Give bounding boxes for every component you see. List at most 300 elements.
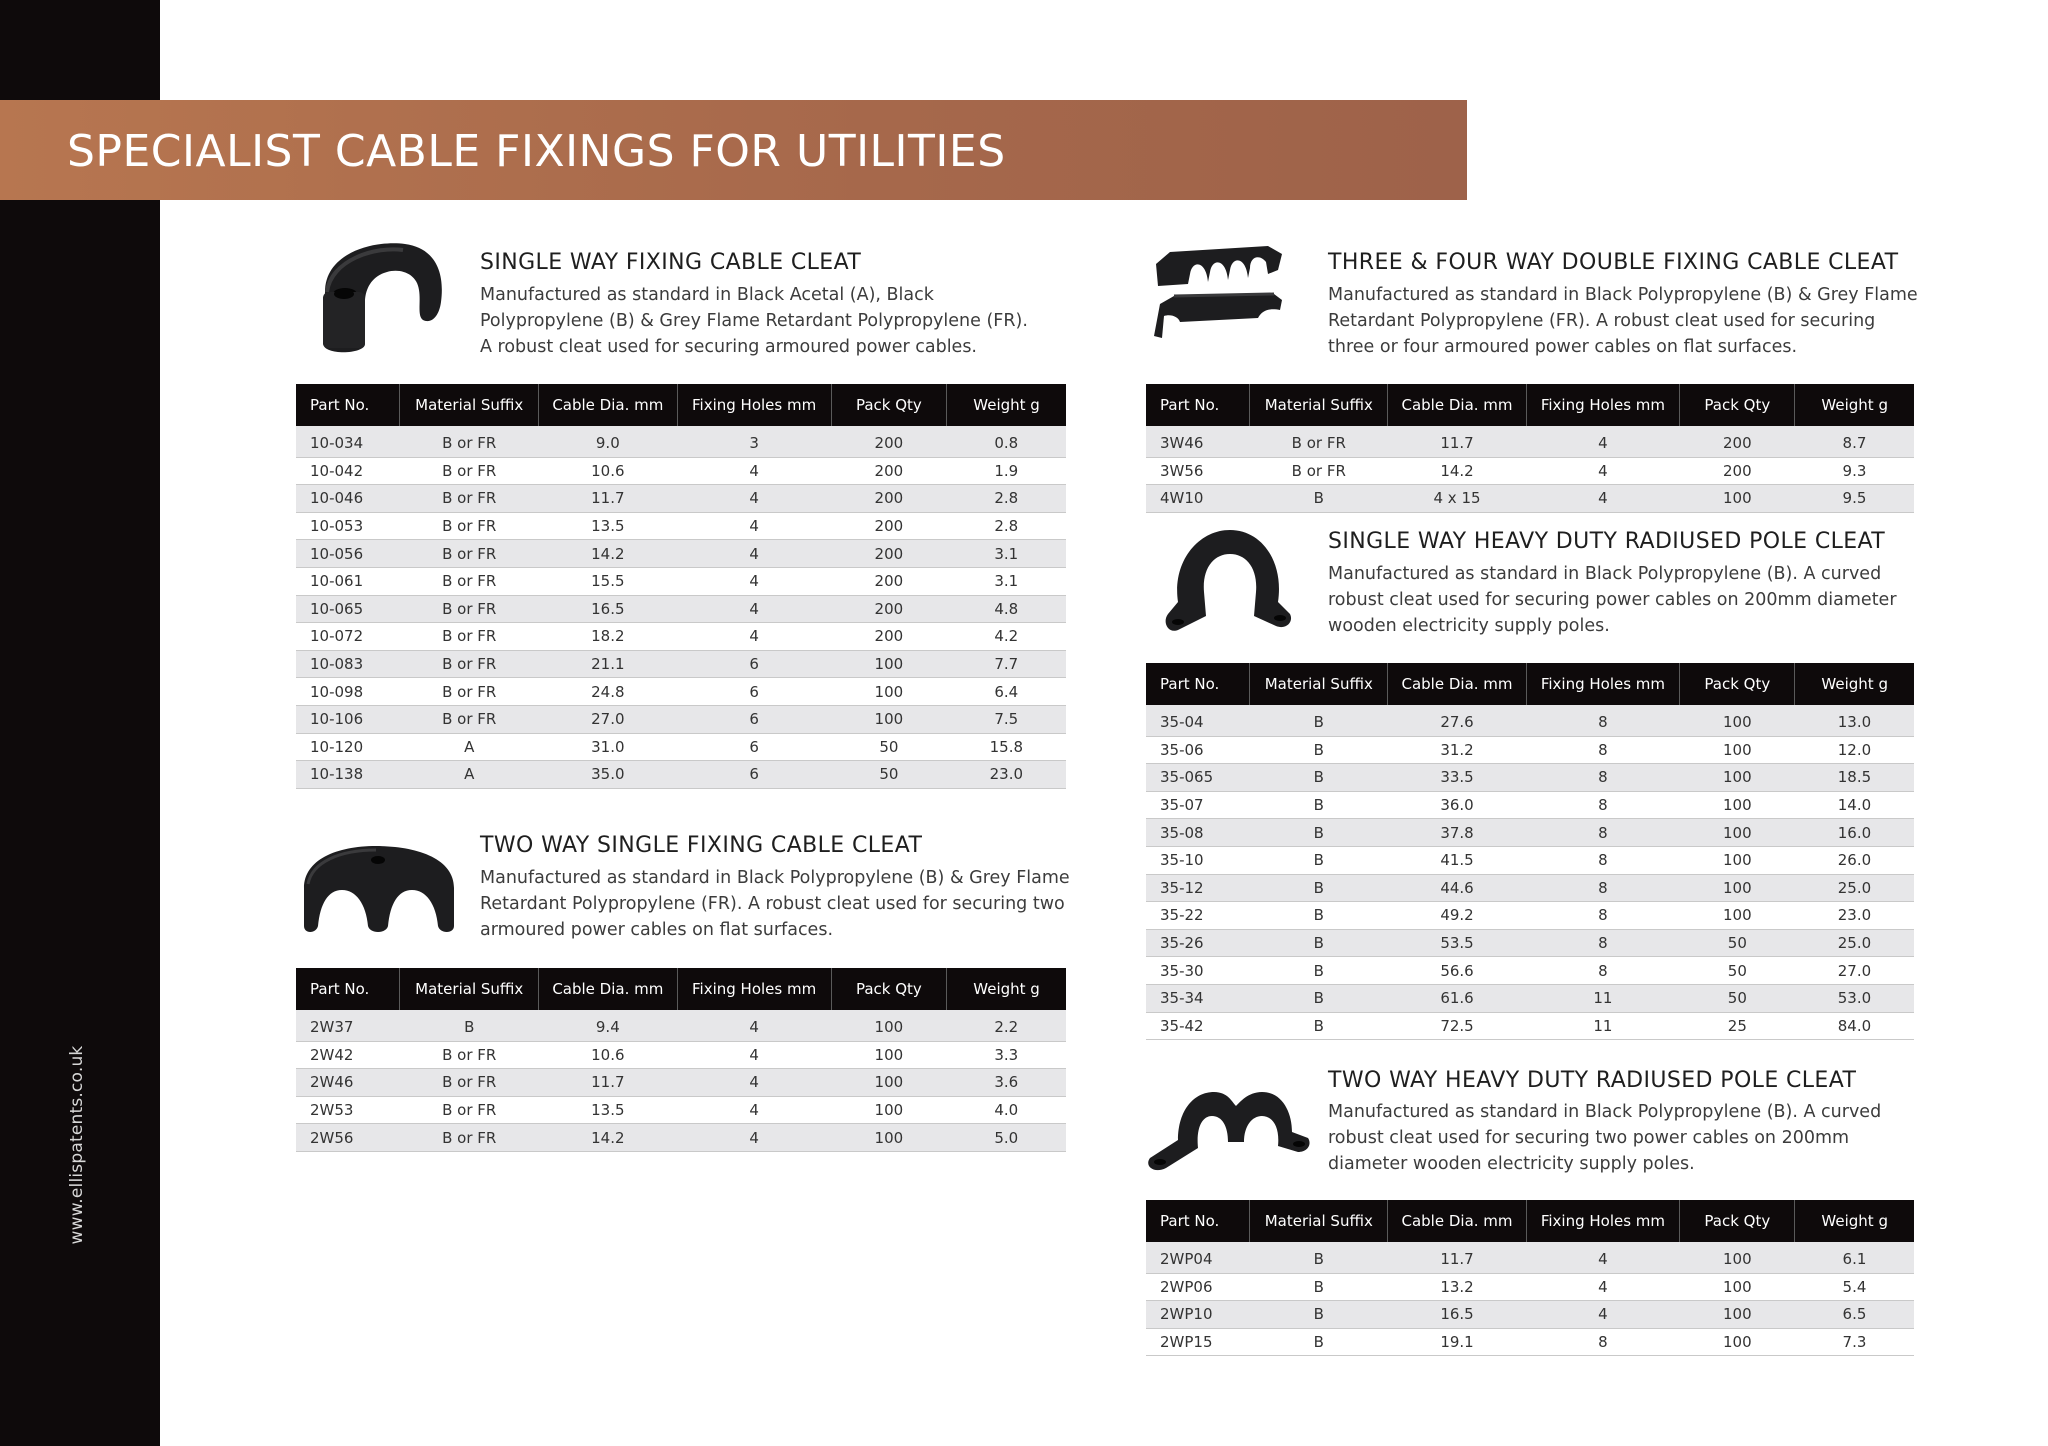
table-row	[1146, 457, 1914, 485]
cell-material-suffix: B	[1250, 1301, 1388, 1329]
cell-weight: 84.0	[1795, 1012, 1914, 1040]
page-title: SPECIALIST CABLE FIXINGS FOR UTILITIES	[67, 126, 1006, 177]
table-row	[1146, 1328, 1914, 1356]
cell-cable-dia: 24.8	[539, 678, 678, 706]
cell-material-suffix: B or FR	[400, 705, 539, 733]
cell-part-no: 35-34	[1146, 984, 1250, 1012]
column-header-cable-dia: Cable Dia. mm	[1388, 663, 1526, 705]
two-way-pole-table	[1146, 1200, 1914, 1356]
column-header-part-no: Part No.	[1146, 384, 1250, 426]
table-row	[1146, 791, 1914, 819]
cell-pack-qty: 200	[831, 485, 947, 513]
table-header-row	[296, 384, 1066, 426]
table-row	[1146, 1301, 1914, 1329]
cell-material-suffix: B	[1250, 1242, 1388, 1273]
cell-weight: 25.0	[1795, 874, 1914, 902]
cell-material-suffix: B	[1250, 764, 1388, 792]
cell-fixing-holes: 4	[1526, 1301, 1680, 1329]
cell-cable-dia: 41.5	[1388, 846, 1526, 874]
cell-fixing-holes: 8	[1526, 846, 1680, 874]
cell-weight: 3.1	[947, 540, 1066, 568]
cell-cable-dia: 14.2	[1388, 457, 1526, 485]
cell-part-no: 35-04	[1146, 705, 1250, 736]
cell-material-suffix: B or FR	[400, 512, 539, 540]
cell-pack-qty: 200	[831, 567, 947, 595]
table-header-row	[1146, 1200, 1914, 1242]
sidebar	[0, 0, 160, 1446]
cell-material-suffix: B	[1250, 485, 1388, 513]
cell-part-no: 35-22	[1146, 902, 1250, 930]
cell-pack-qty: 100	[1680, 764, 1795, 792]
cell-cable-dia: 33.5	[1388, 764, 1526, 792]
cell-fixing-holes: 8	[1526, 819, 1680, 847]
cell-material-suffix: B or FR	[400, 1124, 539, 1152]
cell-cable-dia: 9.0	[539, 426, 678, 457]
cell-pack-qty: 200	[831, 540, 947, 568]
table-row	[296, 567, 1066, 595]
table-row	[1146, 819, 1914, 847]
cell-part-no: 35-12	[1146, 874, 1250, 902]
cell-weight: 2.8	[947, 485, 1066, 513]
cell-part-no: 10-138	[296, 761, 400, 789]
cell-weight: 18.5	[1795, 764, 1914, 792]
table-row	[296, 485, 1066, 513]
cell-weight: 25.0	[1795, 929, 1914, 957]
cell-part-no: 2W53	[296, 1096, 400, 1124]
cell-part-no: 2WP04	[1146, 1242, 1250, 1273]
cell-weight: 6.5	[1795, 1301, 1914, 1329]
cell-fixing-holes: 8	[1526, 791, 1680, 819]
cell-cable-dia: 13.5	[539, 512, 678, 540]
cell-pack-qty: 100	[1680, 705, 1795, 736]
table-row	[1146, 764, 1914, 792]
cell-cable-dia: 10.6	[539, 1041, 678, 1069]
cell-material-suffix: B or FR	[400, 1069, 539, 1097]
cell-fixing-holes: 8	[1526, 736, 1680, 764]
cell-cable-dia: 56.6	[1388, 957, 1526, 985]
table-row	[296, 650, 1066, 678]
column-header-weight: Weight g	[947, 968, 1066, 1010]
cell-part-no: 10-106	[296, 705, 400, 733]
cell-fixing-holes: 4	[1526, 1242, 1680, 1273]
cell-cable-dia: 31.0	[539, 733, 678, 761]
cell-pack-qty: 200	[831, 623, 947, 651]
table-row	[1146, 929, 1914, 957]
cell-part-no: 4W10	[1146, 485, 1250, 513]
cell-fixing-holes: 4	[1526, 426, 1680, 457]
cell-fixing-holes: 4	[677, 485, 831, 513]
table-row	[296, 512, 1066, 540]
cell-fixing-holes: 11	[1526, 984, 1680, 1012]
cell-fixing-holes: 4	[677, 1069, 831, 1097]
cell-cable-dia: 27.0	[539, 705, 678, 733]
cell-weight: 1.9	[947, 457, 1066, 485]
cell-material-suffix: B or FR	[400, 426, 539, 457]
cell-material-suffix: A	[400, 733, 539, 761]
column-header-part-no: Part No.	[1146, 1200, 1250, 1242]
cell-fixing-holes: 4	[677, 457, 831, 485]
cell-pack-qty: 100	[1680, 736, 1795, 764]
column-header-weight: Weight g	[1795, 1200, 1914, 1242]
cell-part-no: 10-042	[296, 457, 400, 485]
table-row	[296, 705, 1066, 733]
cell-material-suffix: B	[1250, 1273, 1388, 1301]
cell-weight: 4.2	[947, 623, 1066, 651]
cell-pack-qty: 100	[1680, 1273, 1795, 1301]
cell-pack-qty: 100	[1680, 1301, 1795, 1329]
cell-fixing-holes: 8	[1526, 902, 1680, 930]
cell-part-no: 10-083	[296, 650, 400, 678]
column-header-material-suffix: Material Suffix	[400, 384, 539, 426]
table-row	[1146, 1242, 1914, 1273]
cell-cable-dia: 44.6	[1388, 874, 1526, 902]
cell-weight: 7.7	[947, 650, 1066, 678]
cell-material-suffix: B or FR	[400, 485, 539, 513]
cell-pack-qty: 100	[1680, 819, 1795, 847]
cell-weight: 2.8	[947, 512, 1066, 540]
cell-material-suffix: B	[1250, 929, 1388, 957]
two-way-pole-cleat-image	[1144, 1082, 1312, 1172]
cell-weight: 8.7	[1795, 426, 1914, 457]
cell-material-suffix: B or FR	[400, 595, 539, 623]
two-way-cleat-image	[296, 838, 461, 943]
cell-fixing-holes: 8	[1526, 929, 1680, 957]
table-row	[296, 426, 1066, 457]
column-header-fixing-holes: Fixing Holes mm	[1526, 663, 1680, 705]
cell-fixing-holes: 4	[677, 1124, 831, 1152]
cell-weight: 26.0	[1795, 846, 1914, 874]
column-header-weight: Weight g	[947, 384, 1066, 426]
table-row	[296, 1096, 1066, 1124]
table-row	[1146, 957, 1914, 985]
cell-pack-qty: 100	[1680, 791, 1795, 819]
table-row	[296, 761, 1066, 789]
cell-cable-dia: 19.1	[1388, 1328, 1526, 1356]
cell-weight: 15.8	[947, 733, 1066, 761]
cell-fixing-holes: 4	[677, 512, 831, 540]
cell-weight: 23.0	[947, 761, 1066, 789]
cell-pack-qty: 100	[1680, 846, 1795, 874]
cell-cable-dia: 18.2	[539, 623, 678, 651]
cell-part-no: 10-065	[296, 595, 400, 623]
cell-part-no: 35-42	[1146, 1012, 1250, 1040]
cell-weight: 12.0	[1795, 736, 1914, 764]
cell-material-suffix: B	[1250, 819, 1388, 847]
cell-pack-qty: 100	[1680, 902, 1795, 930]
three-four-way-description: Manufactured as standard in Black Polypropylene (B) & Grey Flame Retardant Polypropylene (FR). A robust cleat used for securing three or four armoured power cables on flat surfaces.	[1328, 285, 1918, 357]
cell-fixing-holes: 8	[1526, 957, 1680, 985]
cell-pack-qty: 100	[831, 678, 947, 706]
cell-part-no: 10-034	[296, 426, 400, 457]
cell-part-no: 10-053	[296, 512, 400, 540]
table-row	[296, 1041, 1066, 1069]
cell-weight: 9.5	[1795, 485, 1914, 513]
cell-pack-qty: 100	[831, 1124, 947, 1152]
two-way-single-description: Manufactured as standard in Black Polypropylene (B) & Grey Flame Retardant Polypropylene (FR). A robust cleat used for securing two armoured power cables on flat surfaces.	[480, 868, 1070, 940]
cell-pack-qty: 100	[1680, 1328, 1795, 1356]
cell-weight: 2.2	[947, 1010, 1066, 1041]
cell-part-no: 2W46	[296, 1069, 400, 1097]
table-header-row	[1146, 663, 1914, 705]
cell-part-no: 2WP06	[1146, 1273, 1250, 1301]
cell-material-suffix: B	[1250, 736, 1388, 764]
cell-weight: 9.3	[1795, 457, 1914, 485]
cell-pack-qty: 100	[831, 650, 947, 678]
cell-material-suffix: B	[1250, 705, 1388, 736]
cell-material-suffix: B or FR	[400, 567, 539, 595]
cell-weight: 3.3	[947, 1041, 1066, 1069]
table-row	[1146, 902, 1914, 930]
cell-weight: 5.4	[1795, 1273, 1914, 1301]
table-row	[296, 678, 1066, 706]
cell-material-suffix: B	[1250, 957, 1388, 985]
cell-pack-qty: 50	[1680, 957, 1795, 985]
single-pole-title: SINGLE WAY HEAVY DUTY RADIUSED POLE CLEAT	[1328, 529, 1886, 554]
cell-cable-dia: 11.7	[1388, 426, 1526, 457]
column-header-part-no: Part No.	[296, 384, 400, 426]
cell-part-no: 10-072	[296, 623, 400, 651]
cell-weight: 3.6	[947, 1069, 1066, 1097]
cell-part-no: 2W42	[296, 1041, 400, 1069]
cell-pack-qty: 25	[1680, 1012, 1795, 1040]
cell-material-suffix: B	[1250, 902, 1388, 930]
two-way-pole-description: Manufactured as standard in Black Polypropylene (B). A curved robust cleat used for securing two power cables on 200mm diameter wooden electricity supply poles.	[1328, 1102, 1882, 1174]
table-row	[296, 1124, 1066, 1152]
three-four-way-cleat-image	[1150, 234, 1290, 364]
column-header-part-no: Part No.	[1146, 663, 1250, 705]
column-header-pack-qty: Pack Qty	[831, 968, 947, 1010]
cell-part-no: 3W46	[1146, 426, 1250, 457]
cell-fixing-holes: 4	[677, 1010, 831, 1041]
cell-part-no: 10-046	[296, 485, 400, 513]
cell-weight: 16.0	[1795, 819, 1914, 847]
column-header-pack-qty: Pack Qty	[831, 384, 947, 426]
cell-part-no: 35-30	[1146, 957, 1250, 985]
cell-pack-qty: 100	[831, 1096, 947, 1124]
cell-fixing-holes: 6	[677, 705, 831, 733]
column-header-fixing-holes: Fixing Holes mm	[677, 384, 831, 426]
cell-part-no: 2W56	[296, 1124, 400, 1152]
cell-cable-dia: 27.6	[1388, 705, 1526, 736]
cell-cable-dia: 16.5	[539, 595, 678, 623]
table-row	[1146, 984, 1914, 1012]
cell-cable-dia: 11.7	[1388, 1242, 1526, 1273]
cell-cable-dia: 21.1	[539, 650, 678, 678]
cell-cable-dia: 53.5	[1388, 929, 1526, 957]
single-pole-cleat-image	[1158, 522, 1298, 642]
cell-cable-dia: 13.5	[539, 1096, 678, 1124]
website-url: www.ellispatents.co.uk	[67, 1045, 87, 1245]
cell-cable-dia: 15.5	[539, 567, 678, 595]
cell-part-no: 35-06	[1146, 736, 1250, 764]
cell-cable-dia: 31.2	[1388, 736, 1526, 764]
column-header-cable-dia: Cable Dia. mm	[539, 968, 678, 1010]
cell-material-suffix: B	[1250, 1012, 1388, 1040]
cell-cable-dia: 11.7	[539, 485, 678, 513]
cell-pack-qty: 200	[1680, 426, 1795, 457]
cell-cable-dia: 36.0	[1388, 791, 1526, 819]
cell-cable-dia: 13.2	[1388, 1273, 1526, 1301]
column-header-fixing-holes: Fixing Holes mm	[1526, 384, 1680, 426]
cell-part-no: 35-07	[1146, 791, 1250, 819]
cell-part-no: 10-120	[296, 733, 400, 761]
cell-fixing-holes: 8	[1526, 764, 1680, 792]
cell-cable-dia: 10.6	[539, 457, 678, 485]
table-header-row	[1146, 384, 1914, 426]
cell-weight: 0.8	[947, 426, 1066, 457]
table-row	[1146, 736, 1914, 764]
cell-fixing-holes: 4	[677, 540, 831, 568]
column-header-pack-qty: Pack Qty	[1680, 384, 1795, 426]
cell-fixing-holes: 6	[677, 678, 831, 706]
cell-pack-qty: 200	[831, 457, 947, 485]
table-row	[296, 595, 1066, 623]
cell-pack-qty: 200	[831, 595, 947, 623]
cell-pack-qty: 50	[831, 733, 947, 761]
cell-weight: 14.0	[1795, 791, 1914, 819]
cell-fixing-holes: 4	[677, 567, 831, 595]
cell-pack-qty: 200	[1680, 457, 1795, 485]
cell-material-suffix: B or FR	[400, 623, 539, 651]
table-row	[296, 1010, 1066, 1041]
cell-part-no: 3W56	[1146, 457, 1250, 485]
cell-fixing-holes: 8	[1526, 1328, 1680, 1356]
single-way-cleat-image	[305, 232, 455, 362]
cell-pack-qty: 100	[1680, 1242, 1795, 1273]
column-header-material-suffix: Material Suffix	[1250, 663, 1388, 705]
cell-material-suffix: B	[1250, 874, 1388, 902]
column-header-pack-qty: Pack Qty	[1680, 1200, 1795, 1242]
column-header-weight: Weight g	[1795, 384, 1914, 426]
cell-pack-qty: 100	[831, 1041, 947, 1069]
cell-part-no: 35-26	[1146, 929, 1250, 957]
cell-weight: 6.1	[1795, 1242, 1914, 1273]
table-row	[1146, 874, 1914, 902]
cell-weight: 53.0	[1795, 984, 1914, 1012]
cell-weight: 7.3	[1795, 1328, 1914, 1356]
cell-material-suffix: B or FR	[400, 650, 539, 678]
cell-pack-qty: 50	[1680, 929, 1795, 957]
single-pole-table	[1146, 663, 1914, 1040]
table-row	[296, 457, 1066, 485]
cell-weight: 5.0	[947, 1124, 1066, 1152]
cell-fixing-holes: 4	[677, 623, 831, 651]
column-header-fixing-holes: Fixing Holes mm	[677, 968, 831, 1010]
cell-fixing-holes: 4	[1526, 1273, 1680, 1301]
cell-material-suffix: B or FR	[1250, 426, 1388, 457]
cell-fixing-holes: 6	[677, 733, 831, 761]
cell-material-suffix: B	[1250, 791, 1388, 819]
table-row	[1146, 426, 1914, 457]
cell-weight: 7.5	[947, 705, 1066, 733]
column-header-pack-qty: Pack Qty	[1680, 663, 1795, 705]
cell-cable-dia: 16.5	[1388, 1301, 1526, 1329]
table-row	[296, 540, 1066, 568]
cell-weight: 4.0	[947, 1096, 1066, 1124]
cell-weight: 3.1	[947, 567, 1066, 595]
table-row	[1146, 846, 1914, 874]
cell-cable-dia: 61.6	[1388, 984, 1526, 1012]
cell-material-suffix: B or FR	[400, 457, 539, 485]
cell-material-suffix: B or FR	[400, 1041, 539, 1069]
table-row	[1146, 1012, 1914, 1040]
cell-material-suffix: B	[1250, 846, 1388, 874]
column-header-cable-dia: Cable Dia. mm	[1388, 384, 1526, 426]
cell-part-no: 10-098	[296, 678, 400, 706]
single-way-title: SINGLE WAY FIXING CABLE CLEAT	[480, 250, 862, 275]
cell-fixing-holes: 3	[677, 426, 831, 457]
cell-pack-qty: 200	[831, 426, 947, 457]
cell-material-suffix: B	[1250, 984, 1388, 1012]
cell-material-suffix: B or FR	[400, 1096, 539, 1124]
three-four-way-table	[1146, 384, 1914, 513]
table-row	[296, 1069, 1066, 1097]
two-way-single-title: TWO WAY SINGLE FIXING CABLE CLEAT	[480, 833, 923, 858]
three-four-way-title: THREE & FOUR WAY DOUBLE FIXING CABLE CLEAT	[1328, 250, 1899, 275]
cell-part-no: 10-061	[296, 567, 400, 595]
cell-pack-qty: 100	[831, 1010, 947, 1041]
table-row	[1146, 1273, 1914, 1301]
cell-cable-dia: 14.2	[539, 1124, 678, 1152]
column-header-weight: Weight g	[1795, 663, 1914, 705]
column-header-material-suffix: Material Suffix	[1250, 1200, 1388, 1242]
table-row	[296, 623, 1066, 651]
cell-cable-dia: 9.4	[539, 1010, 678, 1041]
cell-pack-qty: 200	[831, 512, 947, 540]
cell-material-suffix: B or FR	[400, 678, 539, 706]
column-header-material-suffix: Material Suffix	[400, 968, 539, 1010]
cell-weight: 13.0	[1795, 705, 1914, 736]
column-header-cable-dia: Cable Dia. mm	[539, 384, 678, 426]
two-way-single-table	[296, 968, 1066, 1152]
cell-part-no: 2WP10	[1146, 1301, 1250, 1329]
cell-pack-qty: 50	[1680, 984, 1795, 1012]
cell-pack-qty: 100	[831, 705, 947, 733]
cell-fixing-holes: 11	[1526, 1012, 1680, 1040]
cell-fixing-holes: 8	[1526, 705, 1680, 736]
cell-fixing-holes: 6	[677, 761, 831, 789]
single-way-description: Manufactured as standard in Black Acetal (A), Black Polypropylene (B) & Grey Flame Retardant Polypropylene (FR). A robust cleat used for securing armoured power cables.	[480, 285, 1028, 357]
table-row	[1146, 705, 1914, 736]
cell-part-no: 35-065	[1146, 764, 1250, 792]
cell-cable-dia: 4 x 15	[1388, 485, 1526, 513]
cell-part-no: 35-08	[1146, 819, 1250, 847]
table-row	[296, 733, 1066, 761]
cell-pack-qty: 100	[831, 1069, 947, 1097]
cell-cable-dia: 35.0	[539, 761, 678, 789]
header-banner	[0, 100, 1467, 200]
cell-part-no: 35-10	[1146, 846, 1250, 874]
cell-weight: 4.8	[947, 595, 1066, 623]
table-row	[1146, 485, 1914, 513]
cell-cable-dia: 11.7	[539, 1069, 678, 1097]
cell-fixing-holes: 8	[1526, 874, 1680, 902]
cell-fixing-holes: 4	[677, 1096, 831, 1124]
cell-fixing-holes: 4	[1526, 485, 1680, 513]
cell-pack-qty: 100	[1680, 874, 1795, 902]
cell-pack-qty: 50	[831, 761, 947, 789]
cell-cable-dia: 72.5	[1388, 1012, 1526, 1040]
single-pole-description: Manufactured as standard in Black Polypropylene (B). A curved robust cleat used for securing power cables on 200mm diameter wooden electricity supply poles.	[1328, 564, 1897, 636]
column-header-cable-dia: Cable Dia. mm	[1388, 1200, 1526, 1242]
cell-material-suffix: A	[400, 761, 539, 789]
cell-fixing-holes: 4	[1526, 457, 1680, 485]
cell-fixing-holes: 6	[677, 650, 831, 678]
cell-fixing-holes: 4	[677, 1041, 831, 1069]
cell-weight: 23.0	[1795, 902, 1914, 930]
column-header-part-no: Part No.	[296, 968, 400, 1010]
two-way-pole-title: TWO WAY HEAVY DUTY RADIUSED POLE CLEAT	[1328, 1068, 1857, 1093]
